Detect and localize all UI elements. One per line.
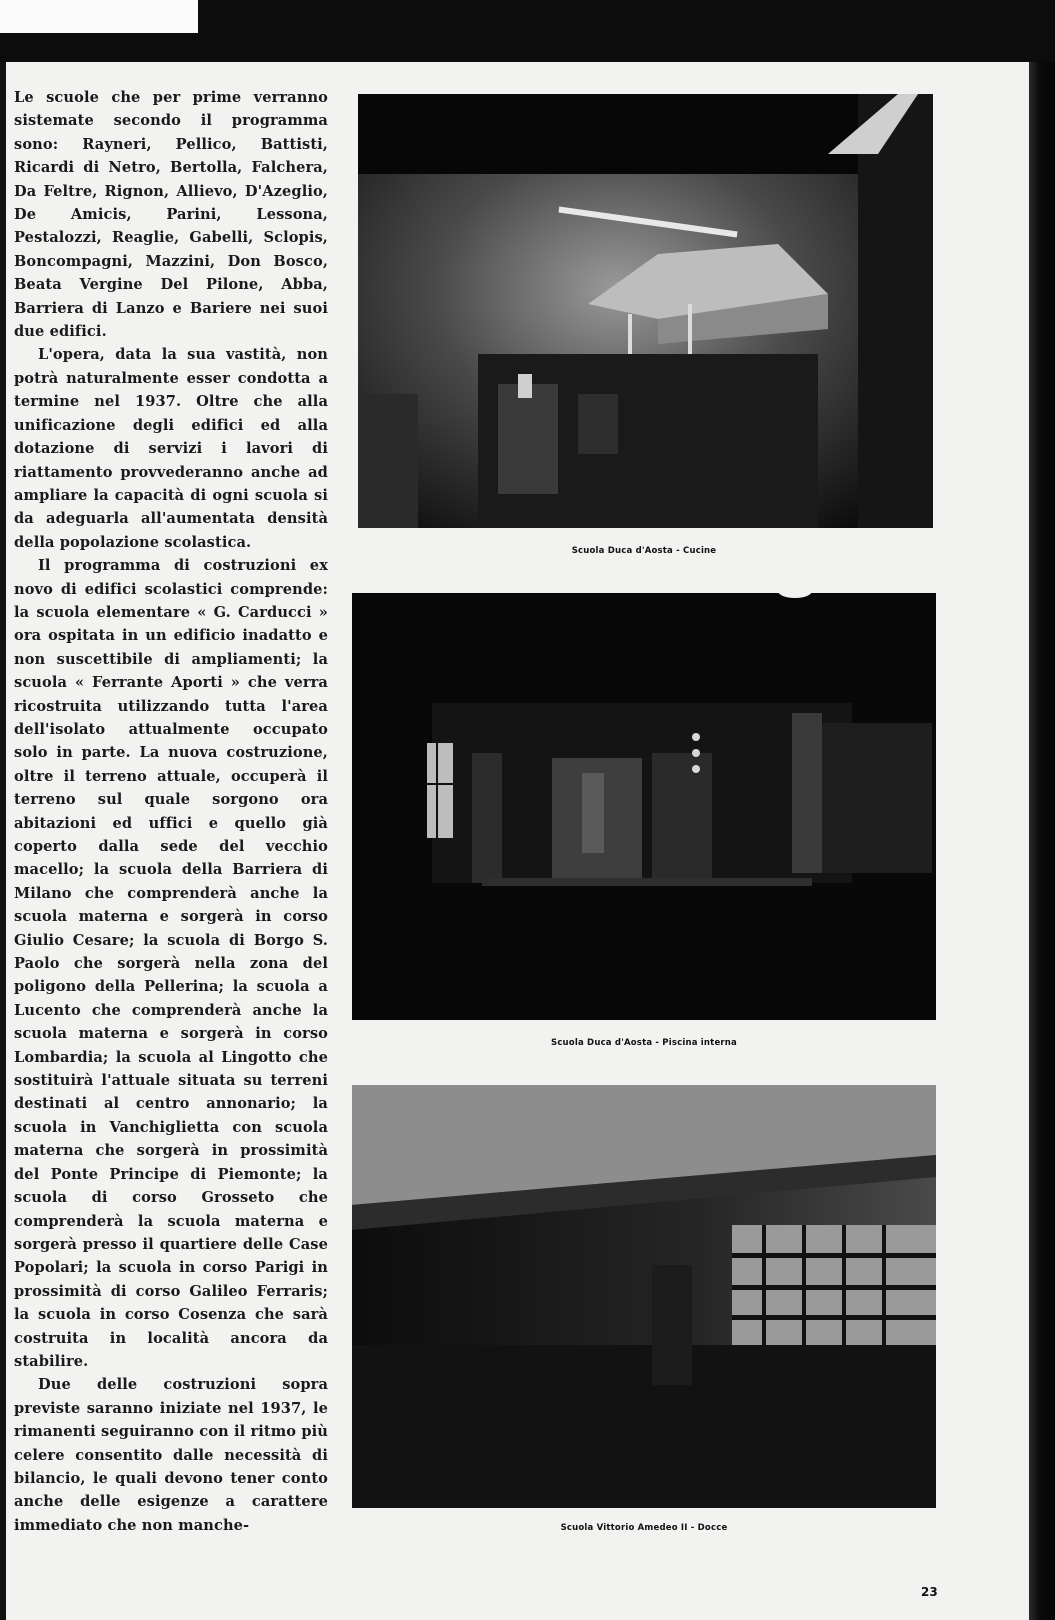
photo-showers-image	[352, 1085, 936, 1508]
caption-kitchen: Scuola Duca d'Aosta - Cucine	[571, 546, 717, 556]
photo-indoor-pool-image	[352, 593, 936, 1020]
paragraph-1: Le scuole che per prime verranno sistemate secondo il programma sono: Rayneri, Pellico, Battisti, Ricardi di Netro, Bertolla, Falchera, Da Feltre, Rignon, Allievo, D'Azeglio, De Amicis, Parini, Lessona, Pestalozzi, Reaglie, Gabelli, Sclopis, Boncompagni, Mazzini, Don Bosco, Beata Vergine Del Pilone, Abba, Barriera di Lanzo e Bariere nei suoi due edifici.	[14, 89, 328, 341]
text-column	[14, 86, 328, 1537]
scan-top-border	[0, 0, 1055, 62]
paragraph-2: L'opera, data la sua vastità, non potrà naturalmente esser condotta a termine nel 1937. Oltre che alla unificazione degli edifici ed alla dotazione di servizi i lavori di riattamento provvederanno anche ad ampliare la capacità di ogni scuola si da adeguarla all'aumentata densità della popolazione scolastica.	[14, 346, 328, 551]
page-number: 23	[921, 1585, 938, 1599]
photo-indoor-pool	[352, 593, 936, 1020]
paragraph-3: Il programma di costruzioni ex novo di edifici scolastici comprende: la scuola elementare « G. Carducci » ora ospitata in un edificio inadatto e non suscettibile di ampliamenti; la scuola « Ferrante Aporti » che verra ricostruita utilizzando tutta l'area dell'isolato attualmente occupato solo in parte. La nuova costruzione, oltre il terreno attuale, occuperà il terreno sul quale sorgono ora abitazioni ed uffici e quello già coperto dalla sede del vecchio macello; la scuola della Barriera di Milano che comprenderà anche la scuola materna e sorgerà in corso Giulio Cesare; la scuola di Borgo S. Paolo che sorgerà nella zona del poligono della Pellerina; la scuola a Lucento che comprenderà anche la scuola materna e sorgerà in corso Lombardia; la scuola al Lingotto che sostituirà l'attuale situata su terreni destinati al centro annonario; la scuola in Vanchiglietta con scuola materna che sorgerà in prossimità del Ponte Principe di Piemonte; la scuola di corso Grosseto che comprenderà la scuola materna e sorgerà presso il quartiere delle Case Popolari; la scuola in corso Parigi in prossimità di corso Galileo Ferraris; la scuola in corso Cosenza che sarà costruita in località ancora da stabilire.	[14, 557, 328, 1370]
caption-indoor-pool: Scuola Duca d'Aosta - Piscina interna	[551, 1038, 737, 1048]
photo-kitchen	[358, 94, 933, 528]
photo-kitchen-image	[358, 94, 933, 528]
photo-tear	[778, 584, 812, 598]
paragraph-4: Due delle costruzioni sopra previste saranno iniziate nel 1937, le rimanenti seguiranno con il ritmo più celere consentito dalle necessità di bilancio, le quali devono tener conto anche delle esigenze a carattere immediato che non manche-	[14, 1376, 328, 1534]
scan-right-edge	[1029, 62, 1055, 1620]
photo-showers	[352, 1085, 936, 1508]
scan-paper-tab	[0, 0, 198, 33]
caption-showers: Scuola Vittorio Amedeo II - Docce	[560, 1523, 728, 1533]
